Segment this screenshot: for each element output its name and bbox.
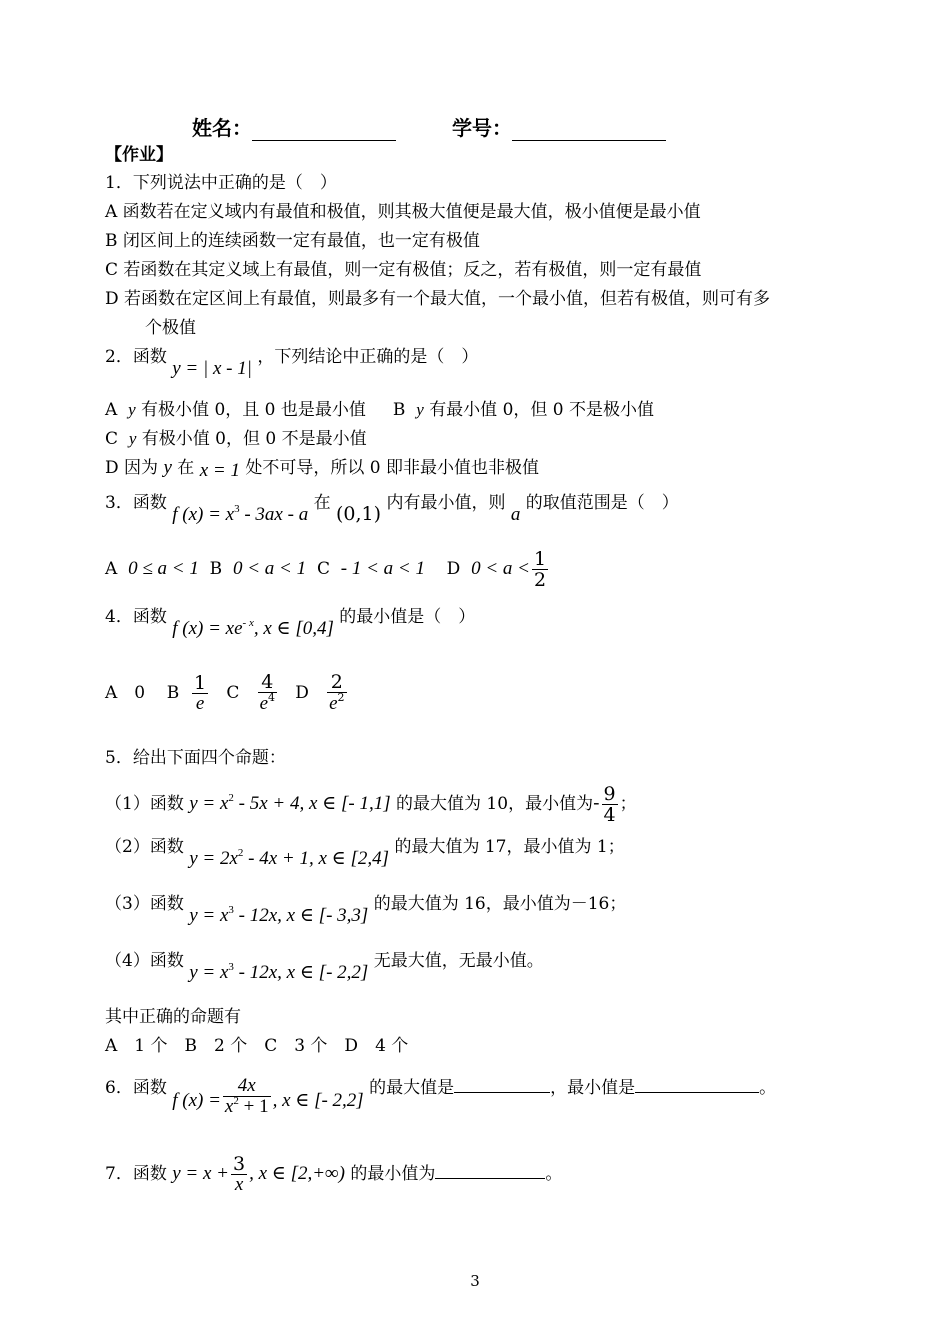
q6-den: [223, 1097, 271, 1119]
q1-option-a: A 函数若在定义域内有最值和极值，则其极大值便是最大值，极小值便是最小值: [105, 202, 701, 222]
q7-domain: , x ∈ [2,+∞): [249, 1163, 345, 1184]
q4-options: [105, 668, 349, 718]
q2-option-d: [105, 457, 539, 479]
q3-c-formula: - 1 < a < 1: [340, 558, 425, 579]
q1-option-c: C 若函数在其定义域上有最值，则一定有极值；反之，若有极值，则一定有最值: [105, 260, 702, 280]
q6-formula: [172, 1075, 364, 1119]
q5-p2-exp: 2: [237, 847, 244, 859]
q7-text: 的最小值为: [350, 1164, 436, 1184]
q7-den: x: [234, 1174, 244, 1195]
q4-c-label: C: [226, 683, 240, 703]
q6-text-max: 的最大值是: [369, 1078, 455, 1098]
q4-b-label: B: [166, 683, 180, 703]
q5-p1-neg: -: [593, 792, 600, 814]
q3-prefix: 3．函数: [105, 493, 167, 513]
q5-p2-formula: [189, 848, 389, 869]
q4-d-den: [327, 690, 346, 716]
q4-formula-b: , x ∈ [0,4]: [253, 618, 334, 639]
q5-p2-prefix: （2）函数: [105, 837, 184, 857]
q5-p1-formula: [189, 793, 390, 814]
q5-p3-prefix: （3）函数: [105, 894, 184, 914]
q2-option-c: [105, 428, 367, 450]
q3-in: 在: [313, 493, 331, 513]
q2-d-var: y: [163, 457, 172, 478]
q3-interval: (0,1): [336, 503, 382, 525]
q2-suffix: ，下列结论中正确的是（ ）: [257, 347, 479, 367]
q4-d-label: D: [295, 683, 309, 703]
q3-formula: [172, 504, 308, 525]
q7-end: 。: [545, 1164, 563, 1184]
q6-den-b: + 1: [243, 1096, 269, 1117]
q5-p3-text: 的最大值为 16，最小值为－16；: [373, 894, 627, 914]
q3-suffix: 的取值范围是（ ）: [525, 493, 679, 513]
q5-p1-end: ；: [619, 794, 637, 814]
q4-a: A 0: [105, 683, 146, 703]
q5-p4-exp: 3: [228, 961, 234, 973]
q5-p4-prefix: （4）函数: [105, 951, 184, 971]
q3-d-den: 2: [533, 569, 547, 591]
q3-c-label: C: [316, 559, 330, 579]
q5-p3-f: y = x: [189, 905, 229, 926]
q4-stem: [105, 606, 476, 639]
q5-proposition-4: [105, 950, 544, 983]
q6-den-a: x: [224, 1096, 234, 1117]
q6-text-min: ，最小值是: [550, 1078, 636, 1098]
q5-p1-den: 4: [603, 804, 616, 826]
q3-mid: 内有最小值，则: [386, 493, 506, 513]
student-id-label: 学号：: [452, 116, 512, 140]
q5-p1-fraction: [602, 784, 618, 825]
q2-d-mid: 在: [177, 458, 195, 478]
q4-suffix: 的最小值是（ ）: [339, 607, 476, 627]
q2-c-var: y: [128, 429, 137, 448]
q7-f: y = x +: [172, 1163, 229, 1184]
q2-d-x: x = 1: [199, 460, 240, 481]
q5-p3-exp: 3: [228, 904, 234, 916]
q2-prefix: 2．函数: [105, 347, 167, 367]
q3-d-fraction: [532, 549, 548, 590]
q5-p1-text: 的最大值为 10，最小值为: [396, 794, 594, 814]
q6-fraction: [223, 1076, 271, 1119]
q5-p4-formula: [189, 962, 368, 983]
q3-d-num: 1: [533, 548, 547, 570]
q2-a-label: A: [105, 400, 118, 420]
q4-exp: - x: [242, 617, 254, 629]
q6-max-blank[interactable]: [454, 1076, 550, 1093]
q2-b-label: B: [392, 400, 406, 420]
q6-end: 。: [759, 1078, 777, 1098]
q5-p2-g: - 4x + 1, x ∈ [2,4]: [248, 848, 390, 869]
q2-a-text: 有极小值 0，且 0 也是最小值: [141, 400, 366, 420]
q5-p3-g: - 12x, x ∈ [- 3,3]: [238, 905, 369, 926]
q3-stem: [105, 491, 679, 525]
q4-c-den-base: e: [259, 692, 269, 714]
q6-num: 4x: [223, 1076, 271, 1097]
q4-c-fraction: [258, 672, 277, 716]
q3-a: a: [510, 504, 521, 525]
q6-domain: , x ∈ [- 2,2]: [272, 1089, 364, 1111]
q3-d-formula: 0 < a <: [471, 558, 530, 579]
q5-p1-exp: 2: [228, 792, 234, 804]
q5-p3-formula: [189, 905, 368, 926]
q4-b-fraction: [192, 673, 208, 714]
q7-num: 3: [233, 1153, 246, 1175]
q2-a-var: y: [128, 400, 136, 419]
q5-proposition-2: [105, 836, 625, 869]
q5-p1-f: y = x: [189, 793, 229, 814]
q7-answer-blank[interactable]: [435, 1162, 545, 1179]
q7-stem: [105, 1150, 562, 1198]
page-number: 3: [470, 1272, 480, 1290]
q6-f: f (x) =: [172, 1089, 221, 1111]
q7-fraction: [231, 1154, 247, 1195]
q5-proposition-3: [105, 893, 627, 926]
q3-options: [105, 545, 550, 593]
q2-b-var: y: [416, 400, 424, 419]
q6-prefix: 6．函数: [105, 1078, 167, 1098]
q4-b-num: 1: [194, 672, 207, 694]
q1-option-b: B 闭区间上的连续函数一定有最值，也一定有极值: [105, 231, 480, 251]
student-id-blank[interactable]: [512, 118, 666, 141]
q5-p2-text: 的最大值为 17，最小值为 1；: [394, 837, 625, 857]
q4-d-fraction: [327, 672, 346, 716]
name-label: 姓名：: [192, 116, 252, 140]
q2-c-label: C: [105, 429, 119, 449]
q4-d-num: 2: [327, 672, 346, 693]
q4-d-den-exp: 2: [337, 690, 345, 704]
name-blank[interactable]: [252, 118, 396, 141]
q4-c-num: 4: [258, 672, 277, 693]
q2-d-text: 处不可导，所以 0 即非最小值也非极值: [245, 458, 539, 478]
q1-option-d: D 若函数在定区间上有最值，则最多有一个最大值，一个最小值，但若有极值，则可有多: [105, 289, 771, 309]
q5-p4-text: 无最大值，无最小值。: [373, 951, 544, 971]
section-title: 【作业】: [105, 145, 173, 165]
q6-den-exp: 2: [233, 1095, 239, 1107]
q6-stem: [105, 1075, 777, 1117]
q2-d-label: D 因为: [105, 458, 159, 478]
q4-formula: [172, 618, 334, 639]
q5-proposition-1: [105, 779, 637, 830]
q4-prefix: 4．函数: [105, 607, 167, 627]
q4-formula-a: f (x) = xe: [172, 618, 243, 639]
q2-c-text: 有极小值 0，但 0 不是最小值: [141, 429, 367, 449]
q2-options-ab: [105, 399, 654, 421]
q3-b-formula: 0 < a < 1: [232, 558, 307, 579]
q2-b-text: 有最小值 0，但 0 不是极小值: [429, 400, 655, 420]
q4-b-den: e: [195, 693, 205, 714]
q7-prefix: 7．函数: [105, 1164, 167, 1184]
student-info-header: [192, 112, 666, 141]
q4-d-den-base: e: [329, 692, 338, 714]
q2-formula: y = | x - 1|: [172, 358, 252, 379]
q5-stem: 5．给出下面四个命题：: [105, 748, 286, 768]
q1-stem: 1．下列说法中正确的是（ ）: [105, 173, 337, 193]
q5-tail: 其中正确的命题有: [105, 1007, 241, 1027]
q5-p4-f: y = x: [189, 962, 229, 983]
q5-p1-num: 9: [603, 783, 616, 805]
q5-p4-g: - 12x, x ∈ [- 2,2]: [238, 962, 369, 983]
q3-formula-a: f (x) = x: [172, 504, 235, 525]
q3-exp: 3: [234, 503, 240, 515]
q3-a-formula: 0 ≤ a < 1: [128, 558, 199, 579]
q3-formula-b: - 3ax - a: [244, 504, 309, 525]
q4-c-den: [258, 690, 277, 716]
q2-stem: [105, 346, 479, 379]
q3-d-label: D: [446, 559, 461, 579]
q5-p1-prefix: （1）函数: [105, 794, 184, 814]
q3-b-label: B: [209, 559, 223, 579]
q1-option-d-cont: 个极值: [145, 318, 196, 338]
q5-p1-g: - 5x + 4, x ∈ [- 1,1]: [238, 793, 391, 814]
q6-min-blank[interactable]: [635, 1076, 759, 1093]
q4-c-den-exp: 4: [268, 690, 276, 704]
q5-p2-f: y = 2x: [189, 848, 238, 869]
q5-options: A 1 个 B 2 个 C 3 个 D 4 个: [105, 1036, 409, 1056]
q3-a-label: A: [105, 559, 118, 579]
